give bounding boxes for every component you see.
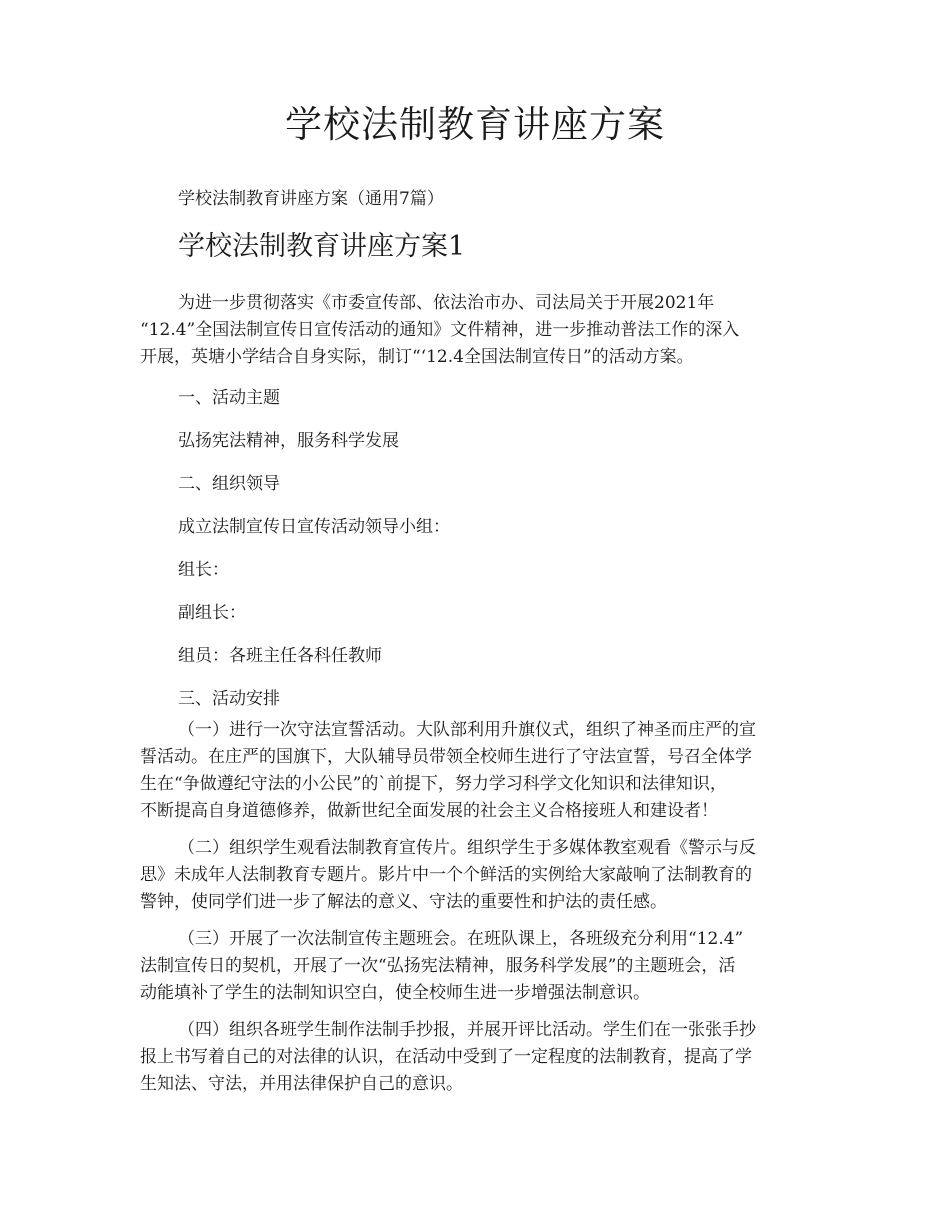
paragraph-line: 警钟，使同学们进一步了解法的意义、守法的重要性和护法的责任感。 [140,892,667,912]
paragraph-line: 誓活动。在庄严的国旗下，大队辅导员带领全校师生进行了守法宣誓，号召全体学 [140,747,752,767]
paragraph-line: （二）组织学生观看法制教育宣传片。组织学生于多媒体教室观看《警示与反 [178,838,756,858]
paragraph-line: 为进一步贯彻落实《市委宣传部、依法治市办、司法局关于开展2021年 [178,293,715,313]
group-intro-text: 成立法制宣传日宣传活动领导小组： [178,517,450,537]
paragraph-line: （三）开展了一次法制宣传主题班会。在班队课上，各班级充分利用“12.4” [178,929,744,949]
vice-leader-text: 副组长： [178,603,246,623]
paragraph-line: 开展，英塘小学结合自身实际，制订“‘12.4全国法制宣传日”的活动方案。 [140,347,694,367]
heading-arrangement: 三、活动安排 [178,689,280,709]
paragraph-line: 动能填补了学生的法制知识空白，使全校师生进一步增强法制意识。 [140,983,650,1003]
paragraph-line: 法制宣传日的契机，开展了一次“弘扬宪法精神，服务科学发展”的主题班会，活 [140,956,736,976]
activity-theme-text: 弘扬宪法精神，服务科学发展 [178,431,399,451]
paragraph-line: 思》未成年人法制教育专题片。影片中一个个鲜活的实例给大家敲响了法制教育的 [140,865,752,885]
intro-paragraph [140,290,815,371]
members-text: 组员：各班主任各科任教师 [178,646,382,666]
paragraph-line: 报上书写着自己的对法律的认识，在活动中受到了一定程度的法制教育，提高了学 [140,1047,752,1067]
paragraph-line: 生知法、守法，并用法律保护自己的意识。 [140,1074,463,1094]
leader-text: 组长： [178,560,229,580]
arrangement-item-4 [140,1017,815,1098]
heading-organization: 二、组织领导 [178,474,280,494]
paragraph-line: “12.4”全国法制宣传日宣传活动的通知》文件精神，进一步推动普法工作的深入 [140,320,740,340]
paragraph-line: 不断提高自身道德修养，做新世纪全面发展的社会主义合格接班人和建设者！ [140,801,718,821]
arrangement-item-3 [140,926,815,1007]
paragraph-line: （一）进行一次守法宣誓活动。大队部利用升旗仪式，组织了神圣而庄严的宣 [178,720,756,740]
document-subtitle: 学校法制教育讲座方案（通用7篇） [178,189,444,209]
arrangement-item-2 [140,835,815,916]
arrangement-item-1 [140,717,815,825]
paragraph-line: （四）组织各班学生制作法制手抄报，并展开评比活动。学生们在一张张手抄 [178,1020,756,1040]
heading-activity-theme: 一、活动主题 [178,388,280,408]
paragraph-line: 生在“争做遵纪守法的小公民”的`前提下，努力学习科学文化知识和法律知识， [140,774,727,794]
section-heading: 学校法制教育讲座方案1 [178,231,466,262]
document-title: 学校法制教育讲座方案 [285,103,665,146]
